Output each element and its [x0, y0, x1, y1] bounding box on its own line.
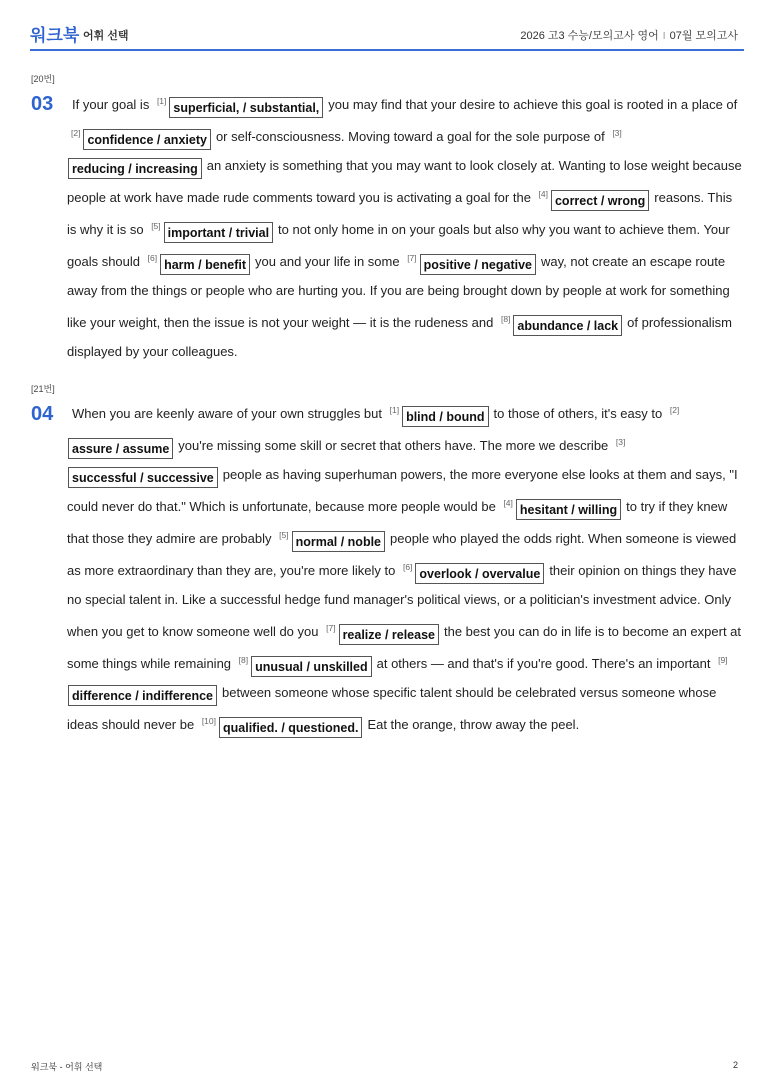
vocab-choice-box[interactable]: qualified. / questioned. — [219, 717, 362, 738]
question-label: [21번] — [31, 384, 55, 394]
blank-number: [8] — [500, 314, 511, 324]
vocab-choice-box[interactable]: superficial, / substantial, — [169, 97, 323, 118]
vocab-choice-box[interactable]: positive / negative — [420, 254, 536, 275]
passage-segment: people as having superhuman powers, the more everyone else looks at them and says, "I could never do that." Which is unfortunate, because more people would be — [67, 467, 738, 514]
vocab-choice-box[interactable]: normal / noble — [292, 531, 385, 552]
blank-number: [10] — [201, 716, 216, 726]
passage-text — [67, 396, 743, 739]
blank-number: [9] — [718, 655, 728, 665]
exam-name: 2026 고3 수능/모의고사 영어 — [520, 30, 659, 42]
passage-segment: to those of others, it's easy to — [493, 406, 666, 421]
vocab-choice-box[interactable]: blind / bound — [402, 406, 488, 427]
passage-segment: between someone whose specific talent should be celebrated versus someone whose ideas should never be — [67, 685, 717, 732]
brand-logo: 워크북 — [30, 26, 80, 45]
vocab-choice-box[interactable]: important / trivial — [164, 222, 273, 243]
footer-title: 워크북 - 어휘 선택 — [31, 1062, 103, 1072]
passage-segment: or self-consciousness. Moving toward a goal for the sole purpose of — [215, 129, 609, 144]
passage-segment: people who played the odds right. When someone is viewed as more extraordinary than they are, you're more likely to — [67, 531, 737, 578]
blank-number: [6] — [402, 562, 413, 572]
blank-number: [1] — [156, 96, 167, 106]
blank-number: [3] — [615, 437, 626, 447]
passage-segment: reasons. This is why it is so — [67, 190, 733, 237]
vocab-choice-box[interactable]: overlook / overvalue — [415, 563, 544, 584]
vocab-choice-box[interactable]: reducing / increasing — [68, 158, 202, 179]
blank-number: [7] — [407, 253, 417, 263]
blank-number: [5] — [151, 221, 161, 231]
blank-number: [4] — [503, 498, 513, 508]
blank-number: [6] — [147, 253, 158, 263]
vocab-choice-box[interactable]: hesitant / willing — [516, 499, 621, 520]
blank-number: [2] — [669, 405, 680, 415]
vocab-choice-box[interactable]: abundance / lack — [513, 315, 622, 336]
blank-number: [5] — [279, 530, 289, 540]
blank-number: [3] — [612, 128, 622, 138]
passage-segment: Eat the orange, throw away the peel. — [367, 717, 580, 732]
passage-segment: the best you can do in life is to become an expert at some things while remaining — [67, 624, 742, 671]
passage-segment: you're missing some skill or secret that others have. The more we describe — [178, 438, 612, 453]
passage-segment: If your goal is — [72, 97, 153, 112]
vocab-choice-box[interactable]: harm / benefit — [160, 254, 250, 275]
workbook-type: 어휘 선택 — [83, 30, 129, 42]
header-separator: I — [662, 31, 666, 42]
passage-segment: you and your life in some — [255, 254, 404, 269]
page-header — [30, 0, 744, 51]
blank-number: [1] — [389, 405, 400, 415]
passage-segment: way, not create an escape route away from the things or people who are hurting you. If you are being brought down by people at work for something like your weight, then the issue is not your weight — it is the rudeness and — [67, 254, 730, 330]
exam-info — [520, 27, 738, 43]
blank-number: [4] — [538, 189, 548, 199]
vocab-choice-box[interactable]: unusual / unskilled — [251, 656, 372, 677]
passage-segment: of professionalism displayed by your colleagues. — [67, 315, 732, 359]
blank-number: [7] — [326, 623, 336, 633]
passage-segment: at others — and that's if you're good. There's an important — [376, 656, 715, 671]
passage-segment: their opinion on things they have no special talent in. Like a successful hedge fund manager's political views, or a politician's investment advice. Only when you get to know someone well do you — [67, 563, 737, 639]
blank-number: [2] — [71, 128, 81, 138]
blank-number: [8] — [238, 655, 249, 665]
passage-segment: to not only home in on your goals but also why you want to achieve them. Your goals should — [67, 222, 730, 269]
vocab-choice-box[interactable]: assure / assume — [68, 438, 173, 459]
passage-segment: you may find that your desire to achieve this goal is rooted in a place of — [328, 97, 738, 112]
vocab-choice-box[interactable]: realize / release — [339, 624, 439, 645]
vocab-choice-box[interactable]: successful / successive — [68, 467, 218, 488]
vocab-choice-box[interactable]: correct / wrong — [551, 190, 649, 211]
question-number: 03 — [31, 93, 54, 115]
question-label: [20번] — [31, 74, 55, 84]
passage-text — [67, 87, 743, 366]
passage-segment: to try if they knew that those they admire are probably — [67, 499, 728, 546]
vocab-choice-box[interactable]: difference / indifference — [68, 685, 217, 706]
page-number: 2 — [732, 1060, 738, 1070]
passage-segment: an anxiety is something that you may want to look closely at. Wanting to lose weight because people at work have made rude comments toward you is activating a goal for the — [67, 158, 742, 205]
question-number: 04 — [31, 403, 54, 425]
passage-segment: When you are keenly aware of your own struggles but — [72, 406, 386, 421]
vocab-choice-box[interactable]: confidence / anxiety — [83, 129, 210, 150]
exam-month: 07월 모의고사 — [669, 30, 738, 42]
